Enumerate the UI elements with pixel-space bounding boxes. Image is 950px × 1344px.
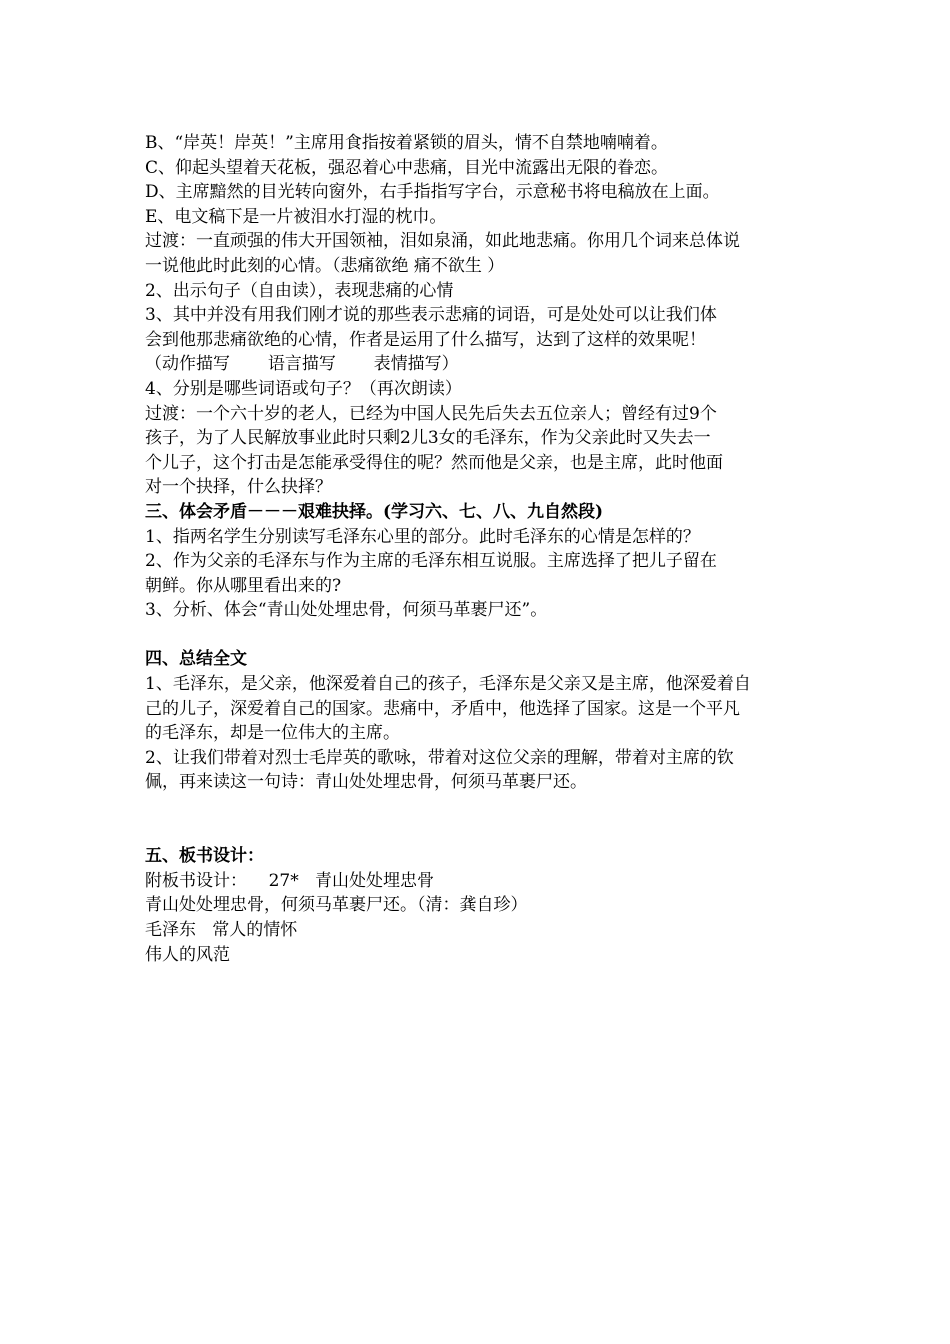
transition-line: 对一个抉择，什么抉择？: [145, 477, 332, 498]
blank-line: [145, 795, 805, 820]
blank-line: [145, 820, 805, 845]
paragraph-line-b: B、“岸英！岸英！”主席用食指按着紧锁的眉头，情不自禁地喃喃着。: [145, 133, 668, 153]
section-heading-4: 四、总结全文: [145, 649, 247, 670]
section-heading-5: 五、板书设计：: [145, 846, 264, 867]
list-item: 的毛泽东，却是一位伟大的主席。: [145, 723, 400, 744]
list-item: 会到他那悲痛欲绝的心情，作者是运用了什么描写，达到了这样的效果呢！: [145, 329, 706, 350]
list-item: 2、出示句子（自由读），表现悲痛的心情: [145, 280, 454, 301]
list-item: 1、毛泽东，是父亲，他深爱着自己的孩子，毛泽东是父亲又是主席，他深爱着自: [145, 674, 751, 695]
list-item: 3、其中并没有用我们刚才说的那些表示悲痛的词语，可是处处可以让我们体: [145, 305, 717, 326]
transition-line: 个儿子，这个打击是怎能承受得住的呢？然而他是父亲，也是主席，此时他面: [145, 452, 723, 473]
transition-line: 一说他此时此刻的心情。（悲痛欲绝 痛不欲生 ）: [145, 255, 505, 276]
board-design-line: 附板书设计： 27* 青山处处埋忠骨: [145, 870, 434, 891]
list-item: 2、让我们带着对烈士毛岸英的歌咏，带着对这位父亲的理解，带着对主席的钦: [145, 747, 734, 768]
document-page: [145, 131, 805, 967]
board-design-line: 伟人的风范: [145, 944, 230, 965]
list-item: 4、分别是哪些词语或句子？（再次朗读）: [145, 378, 462, 399]
list-item: 佩，再来读这一句诗：青山处处埋忠骨，何须马革裹尸还。: [145, 772, 587, 793]
paragraph-line-c: C、仰起头望着天花板，强忍着心中悲痛，目光中流露出无限的眷恋。: [145, 157, 669, 178]
transition-line: 过渡：一个六十岁的老人，已经为中国人民先后失去五位亲人；曾经有过9个: [145, 403, 717, 424]
section-heading-3: 三、体会矛盾－－－艰难抉择。(学习六、七、八、九自然段): [145, 501, 604, 522]
transition-line: 孩子，为了人民解放事业此时只剩2儿3女的毛泽东，作为父亲此时又失去一: [145, 428, 711, 449]
list-item: 3、分析、体会“青山处处埋忠骨，何须马革裹尸还”。: [145, 600, 548, 621]
blank-line: [145, 623, 805, 648]
list-item: 己的儿子，深爱着自己的国家。悲痛中，矛盾中，他选择了国家。这是一个平凡: [145, 698, 740, 719]
board-design-line: 毛泽东 常人的情怀: [145, 920, 298, 940]
board-design-line: 青山处处埋忠骨，何须马革裹尸还。（清：龚自珍）: [145, 895, 528, 916]
list-item: 朝鲜。你从哪里看出来的?: [145, 575, 342, 596]
transition-line: 过渡：一直顽强的伟大开国领袖，泪如泉涌，如此地悲痛。你用几个词来总体说: [145, 231, 740, 252]
list-item: 1、指两名学生分别读写毛泽东心里的部分。此时毛泽东的心情是怎样的？: [145, 526, 700, 547]
list-item: 2、作为父亲的毛泽东与作为主席的毛泽东相互说服。主席选择了把儿子留在: [145, 551, 717, 572]
paragraph-line-e: E、电文稿下是一片被泪水打湿的枕巾。: [145, 206, 447, 227]
list-item: （动作描写 语言描写 表情描写）: [145, 354, 459, 375]
paragraph-line-d: D、主席黯然的目光转向窗外，右手指指写字台，示意秘书将电稿放在上面。: [145, 182, 720, 203]
